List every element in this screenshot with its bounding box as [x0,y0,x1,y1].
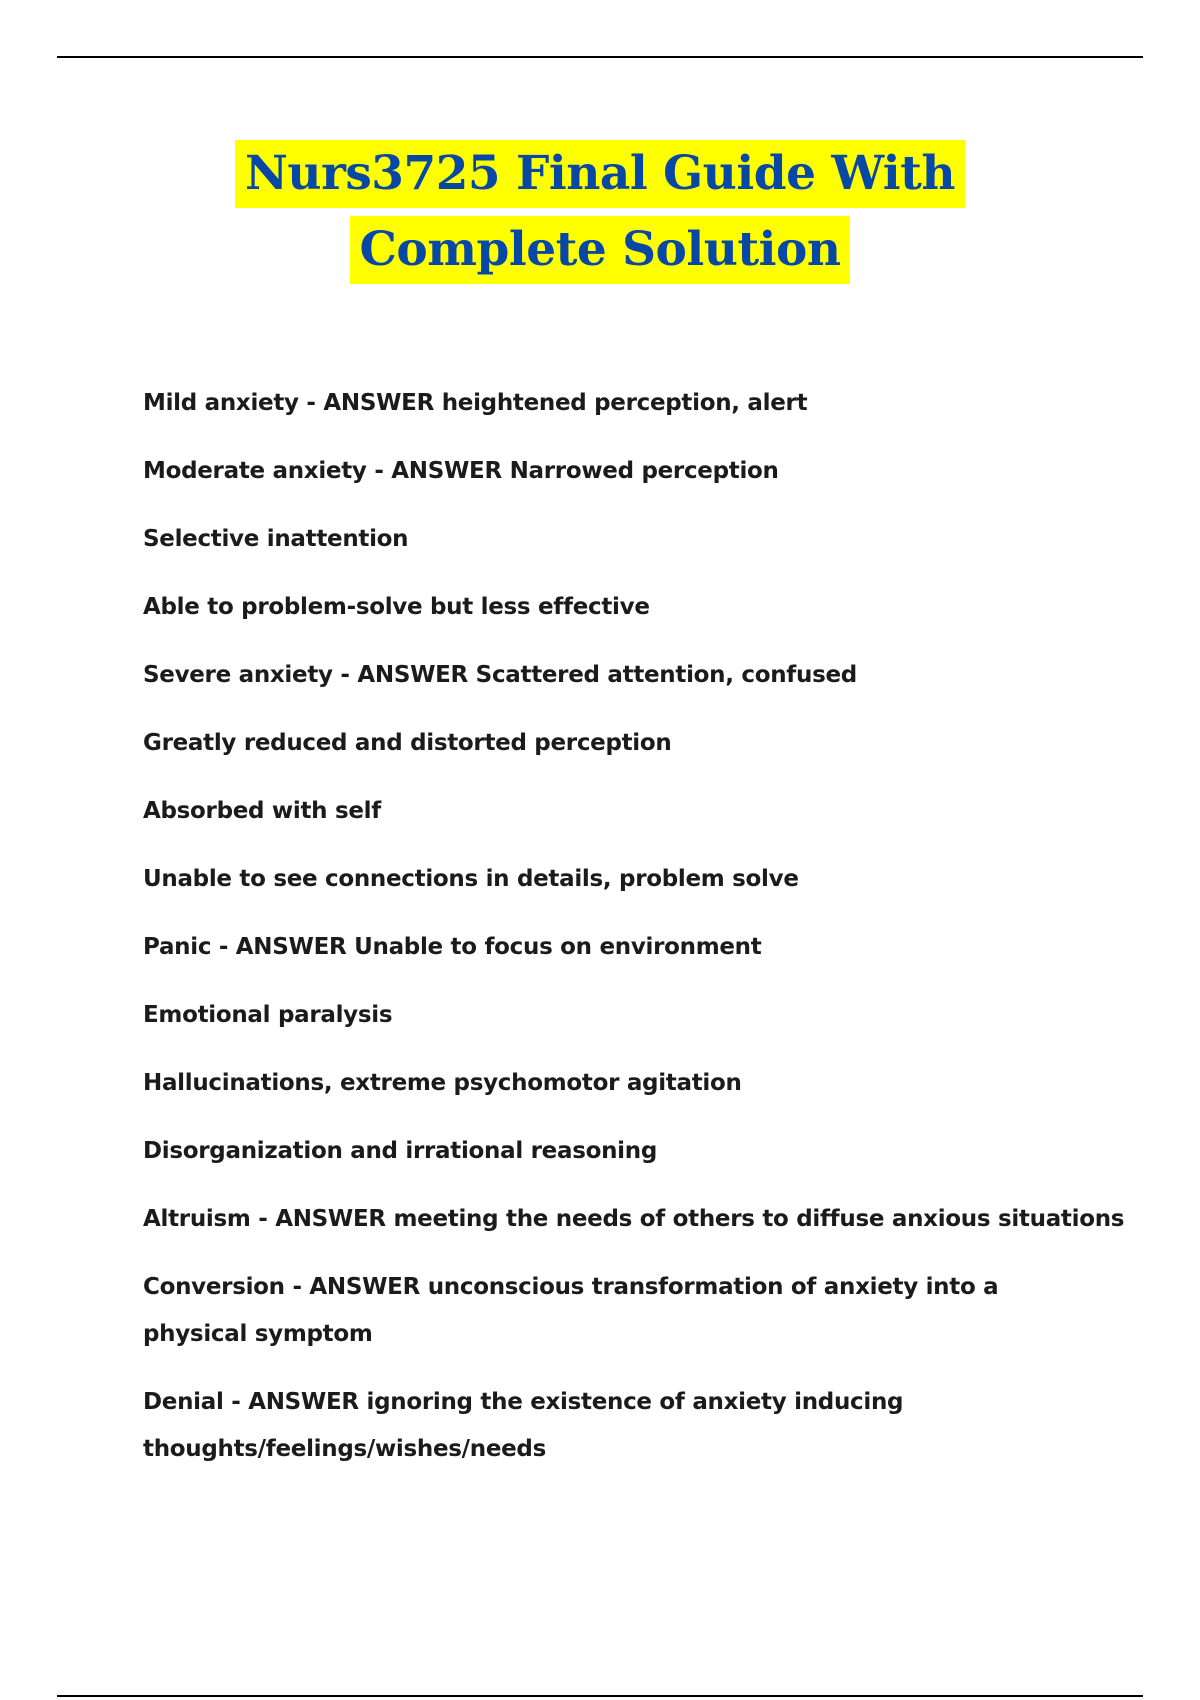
list-item: Severe anxiety - ANSWER Scattered attention, confused [143,662,857,688]
list-item: Able to problem-solve but less effective [143,594,650,620]
list-item: Altruism - ANSWER meeting the needs of others to diffuse anxious situations [143,1206,1125,1232]
document-title [0,140,1200,284]
list-item: Moderate anxiety - ANSWER Narrowed perception [143,458,779,484]
list-item: Mild anxiety - ANSWER heightened perception, alert [143,390,808,416]
list-item: Hallucinations, extreme psychomotor agitation [143,1070,742,1096]
list-item: Conversion - ANSWER unconscious transformation of anxiety into a physical symptom [143,1274,999,1347]
qa-list [143,380,1125,1494]
list-item: Denial - ANSWER ignoring the existence of anxiety inducing thoughts/feelings/wishes/needs [143,1389,904,1462]
list-item: Disorganization and irrational reasoning [143,1138,657,1164]
list-item: Greatly reduced and distorted perception [143,730,672,756]
list-item: Unable to see connections in details, problem solve [143,866,799,892]
top-divider [57,56,1143,58]
title-line-2: Complete Solution [350,216,851,284]
list-item: Emotional paralysis [143,1002,393,1028]
list-item: Absorbed with self [143,798,381,824]
list-item: Panic - ANSWER Unable to focus on environment [143,934,762,960]
title-line-1: Nurs3725 Final Guide With [235,140,965,208]
list-item: Selective inattention [143,526,409,552]
bottom-divider [57,1695,1143,1697]
